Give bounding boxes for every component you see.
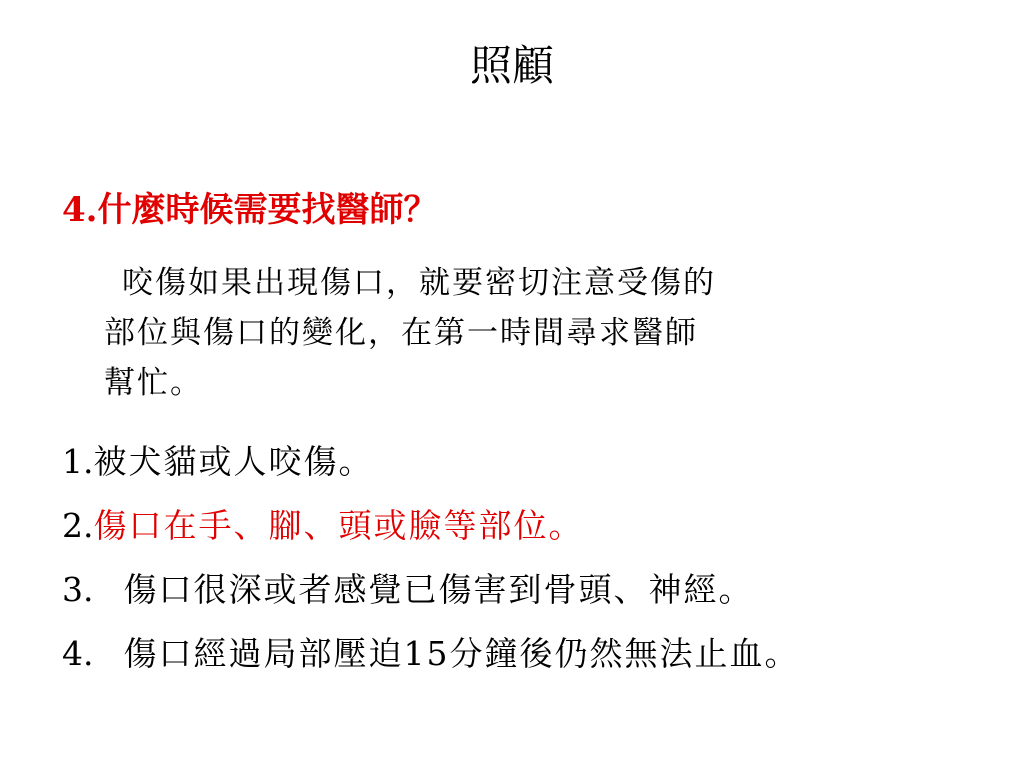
section-heading: [62, 186, 438, 234]
list-item-number: 1.: [62, 442, 94, 481]
list-item: [62, 622, 1012, 686]
list-item-text: 傷口很深或者感覺已傷害到骨頭、神經。: [123, 570, 754, 609]
intro-line: 咬傷如果出現傷口，就要密切注意受傷的: [122, 265, 716, 301]
list-item-number: 2.: [62, 506, 94, 545]
intro-line: 幫忙。: [104, 365, 203, 401]
list-item: [62, 558, 1012, 622]
list-item: [62, 430, 1012, 494]
criteria-list: [62, 430, 1012, 686]
list-item-text: 傷口在手、腳、頭或臉等部位。: [93, 506, 584, 545]
slide-title: 照顧: [469, 41, 554, 90]
list-item-number: 3.: [62, 570, 94, 609]
section-heading-number: 4.: [62, 190, 98, 230]
list-item-text: 被犬貓或人咬傷。: [93, 442, 374, 481]
section-heading-text: 什麼時候需要找醫師？: [97, 190, 438, 230]
list-item: [62, 494, 1012, 558]
list-item-number: 4.: [62, 634, 94, 673]
intro-paragraph: [104, 258, 944, 408]
list-item-text: 傷口經過局部壓迫15分鐘後仍然無法止血。: [123, 634, 800, 673]
intro-line: 部位與傷口的變化，在第一時間尋求醫師: [104, 315, 698, 351]
